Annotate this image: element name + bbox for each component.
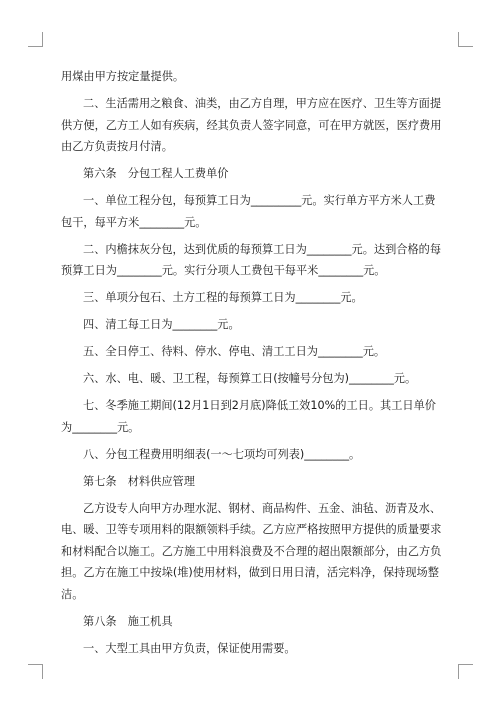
paragraph-utilities: 六、水、电、暖、卫工程，每预算工日(按幢号分包为)________元。 (83, 372, 417, 385)
document-body (61, 66, 445, 665)
paragraph-plastering: 二、内檐抹灰分包，达到优质的每预算工日为________元。达到合格的每预算工日为________元。实行分项人工费包干每平米________元。 (61, 242, 442, 277)
paragraph-winter-work: 七、冬季施工期间(12月1日到2月底)降低工效10%的工日。其工日单价为________元。 (61, 399, 436, 434)
paragraph-coal-supply: 用煤由甲方按定量提供。 (61, 70, 185, 83)
crop-mark-bottom-left (28, 664, 43, 679)
crop-mark-bottom-right (458, 664, 473, 679)
article-8-heading: 第八条 施工机具 (83, 614, 173, 628)
paragraph-materials: 乙方设专人向甲方办理水泥、钢材、商品构件、五金、油毡、沥青及水、电、暖、卫等专项用料的限额领料手续。乙方应严格按照甲方提供的质量要求和材料配合以施工。乙方施工中用料浪费及不合理的超出限额部分，由乙方负担。乙方在施工中按垛(堆)使用材料，做到日用日清，活完料净，保持现场整洁。 (61, 501, 442, 601)
article-6-heading: 第六条 分包工程人工费单价 (83, 167, 229, 180)
paragraph-work-stoppage: 五、全日停工、待料、停水、停电、清工工日为________元。 (83, 345, 386, 358)
paragraph-large-tools: 一、大型工具由甲方负责，保证使用需要。 (83, 641, 296, 655)
paragraph-living-supplies: 二、生活需用之粮食、油类，由乙方自理，甲方应在医疗、卫生等方面提供方便，乙方工人如有疾病，经其负责人签字同意，可在甲方就医，医疗费用由乙方负责按月付清。 (61, 97, 442, 153)
paragraph-cost-table: 八、分包工程费用明细表(一～七项均可列表)________。 (83, 447, 361, 461)
paragraph-cleanup-labor: 四、清工每工日为________元。 (83, 318, 240, 331)
crop-mark-top-right (458, 32, 473, 47)
crop-mark-top-left (28, 32, 43, 47)
article-7-heading: 第七条 材料供应管理 (83, 474, 195, 488)
paragraph-earthwork: 三、单项分包石、土方工程的每预算工日为________元。 (83, 291, 363, 304)
paragraph-unit-project: 一、单位工程分包，每预算工日为_________元。实行单方平方米人工费包干，每平方米________元。 (61, 194, 436, 229)
